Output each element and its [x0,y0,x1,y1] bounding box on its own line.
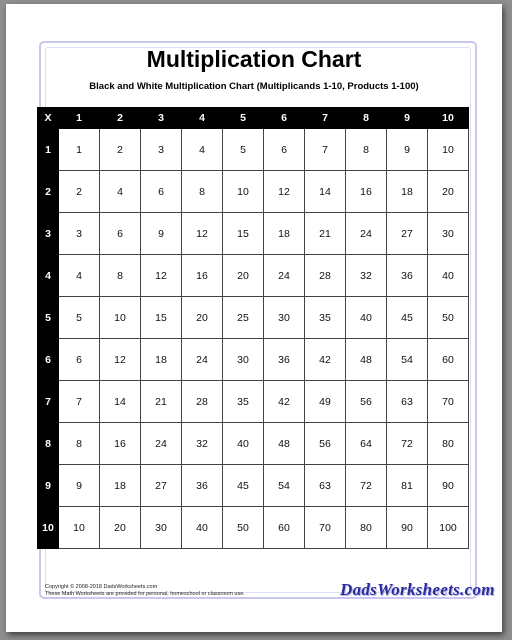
product-cell: 6 [100,213,141,255]
product-cell: 35 [305,297,346,339]
row-header: 6 [38,339,59,381]
product-cell: 70 [428,381,469,423]
row-header: 5 [38,297,59,339]
row-header: 9 [38,465,59,507]
product-cell: 36 [264,339,305,381]
column-header: 8 [346,108,387,129]
product-cell: 16 [182,255,223,297]
product-cell: 54 [264,465,305,507]
product-cell: 8 [182,171,223,213]
product-cell: 36 [387,255,428,297]
product-cell: 48 [264,423,305,465]
product-cell: 6 [264,129,305,171]
table-row [38,255,469,297]
product-cell: 50 [428,297,469,339]
page-title: Multiplication Chart [146,46,362,72]
product-cell: 27 [387,213,428,255]
row-header: 2 [38,171,59,213]
product-cell: 12 [182,213,223,255]
product-cell: 32 [182,423,223,465]
table-row [38,171,469,213]
product-cell: 4 [59,255,100,297]
row-header: 4 [38,255,59,297]
table-row [38,507,469,549]
product-cell: 36 [182,465,223,507]
product-cell: 100 [428,507,469,549]
product-cell: 24 [141,423,182,465]
row-header: 10 [38,507,59,549]
product-cell: 10 [100,297,141,339]
product-cell: 49 [305,381,346,423]
product-cell: 20 [100,507,141,549]
product-cell: 18 [100,465,141,507]
product-cell: 80 [346,507,387,549]
product-cell: 18 [387,171,428,213]
product-cell: 20 [428,171,469,213]
product-cell: 48 [346,339,387,381]
product-cell: 4 [182,129,223,171]
product-cell: 8 [59,423,100,465]
column-header: 9 [387,108,428,129]
product-cell: 30 [264,297,305,339]
product-cell: 14 [100,381,141,423]
product-cell: 40 [428,255,469,297]
product-cell: 60 [428,339,469,381]
table-row [38,465,469,507]
row-header: 8 [38,423,59,465]
product-cell: 32 [346,255,387,297]
table-row [38,423,469,465]
product-cell: 18 [264,213,305,255]
product-cell: 10 [223,171,264,213]
product-cell: 24 [264,255,305,297]
worksheet-page [6,4,502,632]
product-cell: 8 [100,255,141,297]
product-cell: 15 [223,213,264,255]
product-cell: 8 [346,129,387,171]
product-cell: 21 [141,381,182,423]
product-cell: 90 [428,465,469,507]
product-cell: 4 [100,171,141,213]
product-cell: 20 [223,255,264,297]
product-cell: 7 [59,381,100,423]
product-cell: 45 [223,465,264,507]
product-cell: 3 [141,129,182,171]
product-cell: 3 [59,213,100,255]
product-cell: 7 [305,129,346,171]
column-header: 7 [305,108,346,129]
table-row [38,339,469,381]
corner-cell: X [38,108,59,129]
product-cell: 63 [305,465,346,507]
column-header: 1 [59,108,100,129]
column-header: 10 [428,108,469,129]
product-cell: 12 [141,255,182,297]
product-cell: 16 [100,423,141,465]
product-cell: 2 [100,129,141,171]
product-cell: 10 [428,129,469,171]
product-cell: 35 [223,381,264,423]
product-cell: 28 [182,381,223,423]
product-cell: 21 [305,213,346,255]
product-cell: 72 [387,423,428,465]
product-cell: 56 [346,381,387,423]
row-header: 7 [38,381,59,423]
column-header-row [38,108,469,129]
product-cell: 27 [141,465,182,507]
product-cell: 12 [264,171,305,213]
product-cell: 1 [59,129,100,171]
product-cell: 6 [59,339,100,381]
product-cell: 50 [223,507,264,549]
usage-note: These Math Worksheets are provided for personal, homeschool or classroom use. [45,591,245,597]
product-cell: 30 [428,213,469,255]
product-cell: 45 [387,297,428,339]
column-header: 6 [264,108,305,129]
row-header: 1 [38,129,59,171]
product-cell: 54 [387,339,428,381]
site-logo: DadsWorksheets.com [340,580,495,599]
product-cell: 10 [59,507,100,549]
page-subtitle: Black and White Multiplication Chart (Multiplicands 1-10, Products 1-100) [89,81,419,92]
product-cell: 42 [264,381,305,423]
column-header: 3 [141,108,182,129]
product-cell: 42 [305,339,346,381]
product-cell: 28 [305,255,346,297]
product-cell: 63 [387,381,428,423]
product-cell: 80 [428,423,469,465]
multiplication-table [37,107,469,549]
product-cell: 18 [141,339,182,381]
footer-text [45,584,245,598]
product-cell: 2 [59,171,100,213]
product-cell: 30 [141,507,182,549]
product-cell: 9 [59,465,100,507]
product-cell: 60 [264,507,305,549]
product-cell: 70 [305,507,346,549]
product-cell: 25 [223,297,264,339]
table-body [38,129,469,549]
product-cell: 30 [223,339,264,381]
row-header: 3 [38,213,59,255]
product-cell: 5 [59,297,100,339]
table-row [38,381,469,423]
table-row [38,297,469,339]
product-cell: 15 [141,297,182,339]
product-cell: 40 [346,297,387,339]
product-cell: 12 [100,339,141,381]
product-cell: 24 [346,213,387,255]
column-header: 5 [223,108,264,129]
column-header: 4 [182,108,223,129]
product-cell: 20 [182,297,223,339]
copyright-text: Copyright © 2008-2018 DadsWorksheets.com [45,584,158,590]
product-cell: 14 [305,171,346,213]
product-cell: 64 [346,423,387,465]
product-cell: 5 [223,129,264,171]
product-cell: 81 [387,465,428,507]
product-cell: 40 [182,507,223,549]
product-cell: 6 [141,171,182,213]
table-row [38,213,469,255]
product-cell: 9 [387,129,428,171]
product-cell: 16 [346,171,387,213]
product-cell: 40 [223,423,264,465]
column-header: 2 [100,108,141,129]
product-cell: 56 [305,423,346,465]
product-cell: 90 [387,507,428,549]
product-cell: 9 [141,213,182,255]
product-cell: 72 [346,465,387,507]
table-row [38,129,469,171]
product-cell: 24 [182,339,223,381]
